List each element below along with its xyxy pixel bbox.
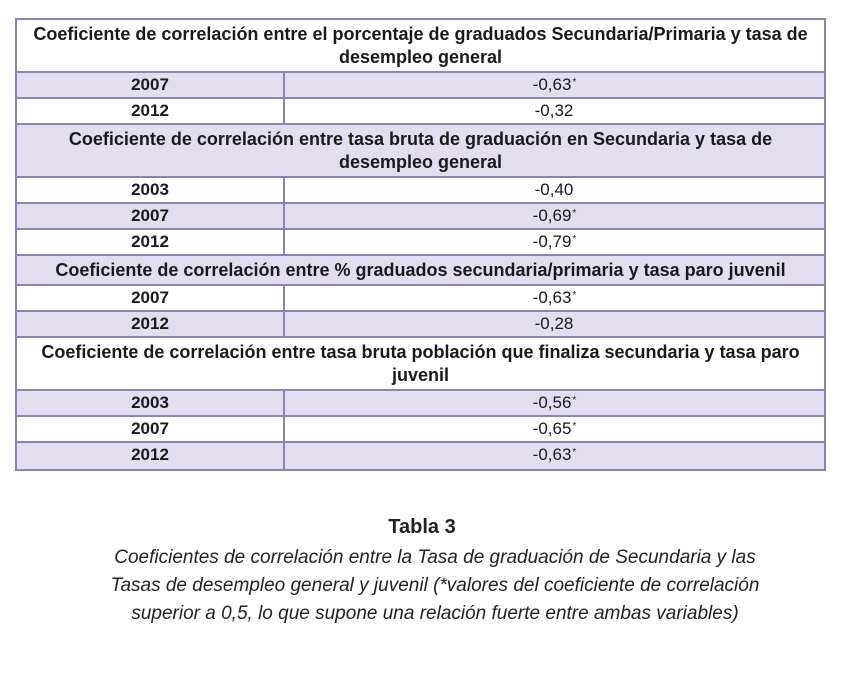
section-header: Coeficiente de correlación entre tasa bruta de graduación en Secundaria y tasa de desempleo general	[17, 125, 824, 178]
significance-star: *	[572, 290, 577, 301]
table-row	[17, 73, 824, 99]
value-text: -0,28	[534, 314, 574, 333]
value-cell	[285, 204, 824, 228]
table-row	[17, 417, 824, 443]
value-text: -0,63	[532, 288, 572, 307]
year-cell: 2003	[17, 391, 285, 415]
significance-star: *	[572, 395, 577, 406]
table-row	[17, 178, 824, 204]
table-row	[17, 99, 824, 125]
significance-star: *	[572, 77, 577, 88]
year-cell: 2012	[17, 312, 285, 336]
value-cell	[285, 178, 824, 202]
correlation-table	[15, 18, 826, 471]
value-text: -0,56	[532, 393, 572, 412]
table-row	[17, 391, 824, 417]
table-row	[17, 204, 824, 230]
value-cell	[285, 417, 824, 441]
significance-star: *	[572, 234, 577, 245]
value-text: -0,79	[532, 232, 572, 251]
year-cell: 2012	[17, 443, 285, 469]
year-cell: 2007	[17, 417, 285, 441]
year-cell: 2007	[17, 73, 285, 97]
value-text: -0,65	[532, 419, 572, 438]
value-cell	[285, 286, 824, 310]
year-cell: 2007	[17, 286, 285, 310]
section-header: Coeficiente de correlación entre tasa bruta población que finaliza secundaria y tasa paro juvenil	[17, 338, 824, 391]
value-text: -0,40	[534, 180, 574, 199]
caption-title: Tabla 3	[388, 516, 456, 538]
table-row	[17, 230, 824, 256]
caption-text: Coeficientes de correlación entre la Tasa de graduación de Secundaria y las Tasas de desempleo general y juvenil (*valores del coeficiente de correlación superior a 0,5, lo que supone una relación fuerte entre ambas variables)	[110, 547, 760, 624]
significance-star: *	[572, 421, 577, 432]
value-cell	[285, 73, 824, 97]
year-cell: 2012	[17, 230, 285, 254]
value-text: -0,32	[534, 101, 574, 120]
year-cell: 2007	[17, 204, 285, 228]
value-text: -0,63	[532, 445, 572, 464]
table-row	[17, 443, 824, 469]
value-cell	[285, 99, 824, 123]
significance-star: *	[572, 208, 577, 219]
value-cell	[285, 312, 824, 336]
value-text: -0,69	[532, 206, 572, 225]
year-cell: 2012	[17, 99, 285, 123]
year-cell: 2003	[17, 178, 285, 202]
table-row	[17, 286, 824, 312]
section-header: Coeficiente de correlación entre el porcentaje de graduados Secundaria/Primaria y tasa de desempleo general	[17, 20, 824, 73]
table-row	[17, 312, 824, 338]
value-text: -0,63	[532, 75, 572, 94]
value-cell	[285, 443, 824, 469]
value-cell	[285, 230, 824, 254]
significance-star: *	[572, 447, 577, 458]
value-cell	[285, 391, 824, 415]
section-header: Coeficiente de correlación entre % graduados secundaria/primaria y tasa paro juvenil	[17, 256, 824, 286]
